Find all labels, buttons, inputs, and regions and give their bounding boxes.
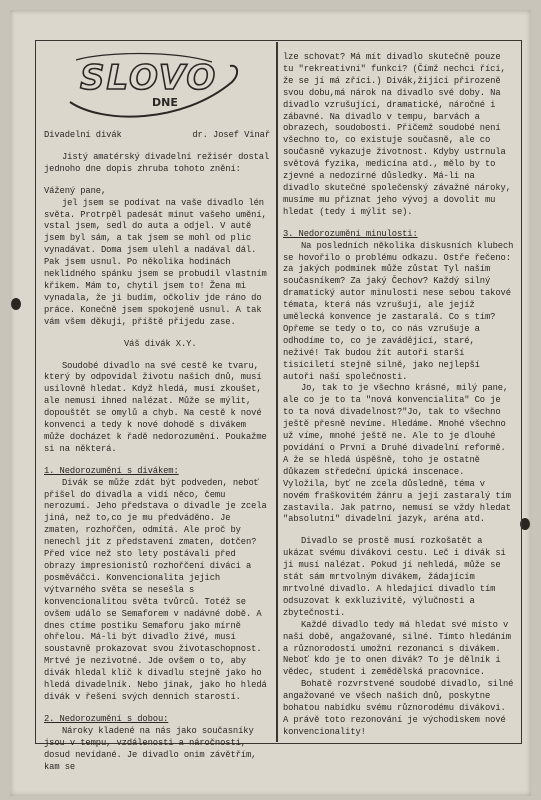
letter-signature: Váš divák X.Y.	[124, 338, 197, 349]
paragraph: Každé divadlo tedy má hledat své místo v naší době, angažované, silné. Tímto hledáním a různorodostí umožní rezonanci s divákem. Neboť kdo je to onen divák? To je dělník i vědec, student i zemědělská pracovnice.	[283, 619, 511, 678]
section-heading: 1. Nedorozumění s divákem:	[44, 465, 179, 476]
section-heading: 3. Nedorozumění minulosti:	[283, 228, 418, 239]
paragraph: lze schovat? Má mít divadlo skutečně pouze tu "rekreativní" funkci? (Čímž nechci říci, že se jí má zříci.) Divák,žijící přirozeně svou dobu,má nárok na divadlo své doby. Na divadlo vzrušující, dramatické, náročné i zábavné. Na divadlo v tempu, barvách a obrazech, soudobosti. Přičemž soudobé není všechno to, co existuje současně, ale co současně vykazuje životnost. Kdyby ustrnula světová fyzika, medicína atd., mělo by to zjevné a nedozírné důsledky. Má-li na divadlo skutečné společenský závažné nároky, musíme mu přiznat jeho vývoj a dovolit mu hledat (tedy i mýlit se).	[283, 52, 511, 217]
paragraph: Jistý amatérský divadelní režisér dostal jednoho dne dopis zhruba tohoto znění:	[44, 151, 270, 174]
article-header	[44, 130, 270, 142]
punch-hole	[11, 298, 21, 310]
left-column	[44, 130, 270, 773]
paragraph: Jo, tak to je všechno krásné, milý pane, ale co je to ta "nová konvencialita" Co je to ta nová divadelnost?"Jo, tak to všechno ještě přesně nevíme. Hledáme. Mnohé všechno už víme, mnohé ještě ne. Ale to je dlouhé povídání o První a Druhé divadelní reformě. A že se hledá úspěšně, toho je ostatně důkazem středeční úpická inscenace. Vyložila, byť ne zcela důsledně, téma v novém fraškovitém žánru a její zastaralý tím zastavila. Jak patrno, nemusí se vždy hledat "absolutní" divadelní jazyk, aréna atd.	[283, 383, 511, 525]
paragraph: Vážený pane,	[44, 185, 107, 196]
paragraph: Divadlo se prostě musí rozkošatět a ukázat svému divákovi cestu. Leč i divák si ji musí nalézat. Pokud jí nehledá, může se stát sám mrtvolným divákem, žádajícím mrtvolné divadlo. A hledající divadlo tím odsuzovat k exkluzivitě, výlučnosti a zbytečnosti.	[283, 536, 506, 618]
paragraph: Nároky kladené na nás jako současníky jsou v tempu, vzdálenosti a náročnosti, dosud nevídané. Je divadlo onim závětřím, kam se	[44, 725, 257, 772]
column-divider	[276, 42, 278, 742]
paragraph: Na posledních několika diskusních klubech se hovořilo o problému odkazu. Ostře řečeno: za jakých podmínek může zůstat Tyl naším současníkem? Za jaký Čechov? Každý silný dramatický autor minulosti nese sebou takové témata, která nás vzrušují, ale jejíž umělecká konvence je zastaralá. Co s tím? Opřeme se tedy o to, co nás vzrušuje a odhodíme to, co je zavádějící, staré, neživé! Tak budou žít autoři starší tisíciletí stejně silně, jako nejlepší autoři naší společnosti.	[283, 240, 514, 382]
paragraph: Bohatě rozvrstvené soudobé divadlo, silné angažované ve všech našich dnů, poskytne bohatou nabídku svému různorodému divákovi. A právě toto rezonování je východiskem nové konvencionality!	[283, 679, 514, 737]
masthead-logo	[62, 52, 252, 122]
paragraph: Divák se může zdát být podveden, neboť přišel do divadla a vidí něco, čemu nerozumí. Jeho představa o divadle je zcela jiná, než to,co je mu předváděno. Je zmaten, rozhořčen, odmítá. Ale proč by nenechl jít z představení zmaten, dotčen? Před více než sto lety postávali před obrazy impresionistů rozhořčení diváci a posměváčci. Konvencionalita jejich výtvarného světa se nesešla s konvencionalitou světa tvůrců. Totéž se ovšem událo se Semaforem v nadávné době. A dnes ctíme postiku Semaforu jako mírně ohřelou. Má-li být divadlo živé, musí soustavně prokazovat svou životaschopnost. Mrtvé je nezivotné. Jde ovšem o to, aby divák hledal klíč k divadlu stejně jako ho hledá divadelník. Nebo jinak, jako ho hledá divák v řešení svých denních starostí.	[44, 477, 267, 702]
section-heading: 2. Nedorozumění s dobou:	[44, 713, 169, 724]
paragraph: Soudobé divadlo na své cestě ke tvaru, který by odpovídal životu našich dnů, musí usilovně hledat. Když hledá, musí zkoušet, ale nemusí ihned nalézat. Může se mýlit, dopouštět se omylů a chyb. Na cestě k nové konvenci a tedy k nové dohodě s divákem může docházet k řadě nedorozumění. Poukažme si na některá.	[44, 360, 267, 454]
paragraph: jel jsem se podívat na vaše divadlo lén světa. Protrpěl padesát minut vašeho umění, vstal jsem, sedl do auta a odjel. V autě jsem byl sám, a tak jsem se mohl od plic vynadávat. Doma jsem ulehl a nadával dál. Pak jsem usnul. Po několika hodinách neklidného spánku jsem se probudil vlastním křikem. Mám to, chytil jsem to! Žena mi vynadala, že ji budím, očkoliv jde ráno do práce. Konečně jsem spokojeně usnul. A tak vám všem děkuji, příště přijedu zase.	[44, 197, 267, 327]
article-author: dr. Josef Vinař	[192, 130, 270, 140]
right-column	[283, 52, 515, 739]
article-title: Divadelní divák	[44, 130, 122, 140]
logo-word: SLOVO	[80, 58, 218, 98]
logo-subword: DNE	[152, 96, 178, 109]
